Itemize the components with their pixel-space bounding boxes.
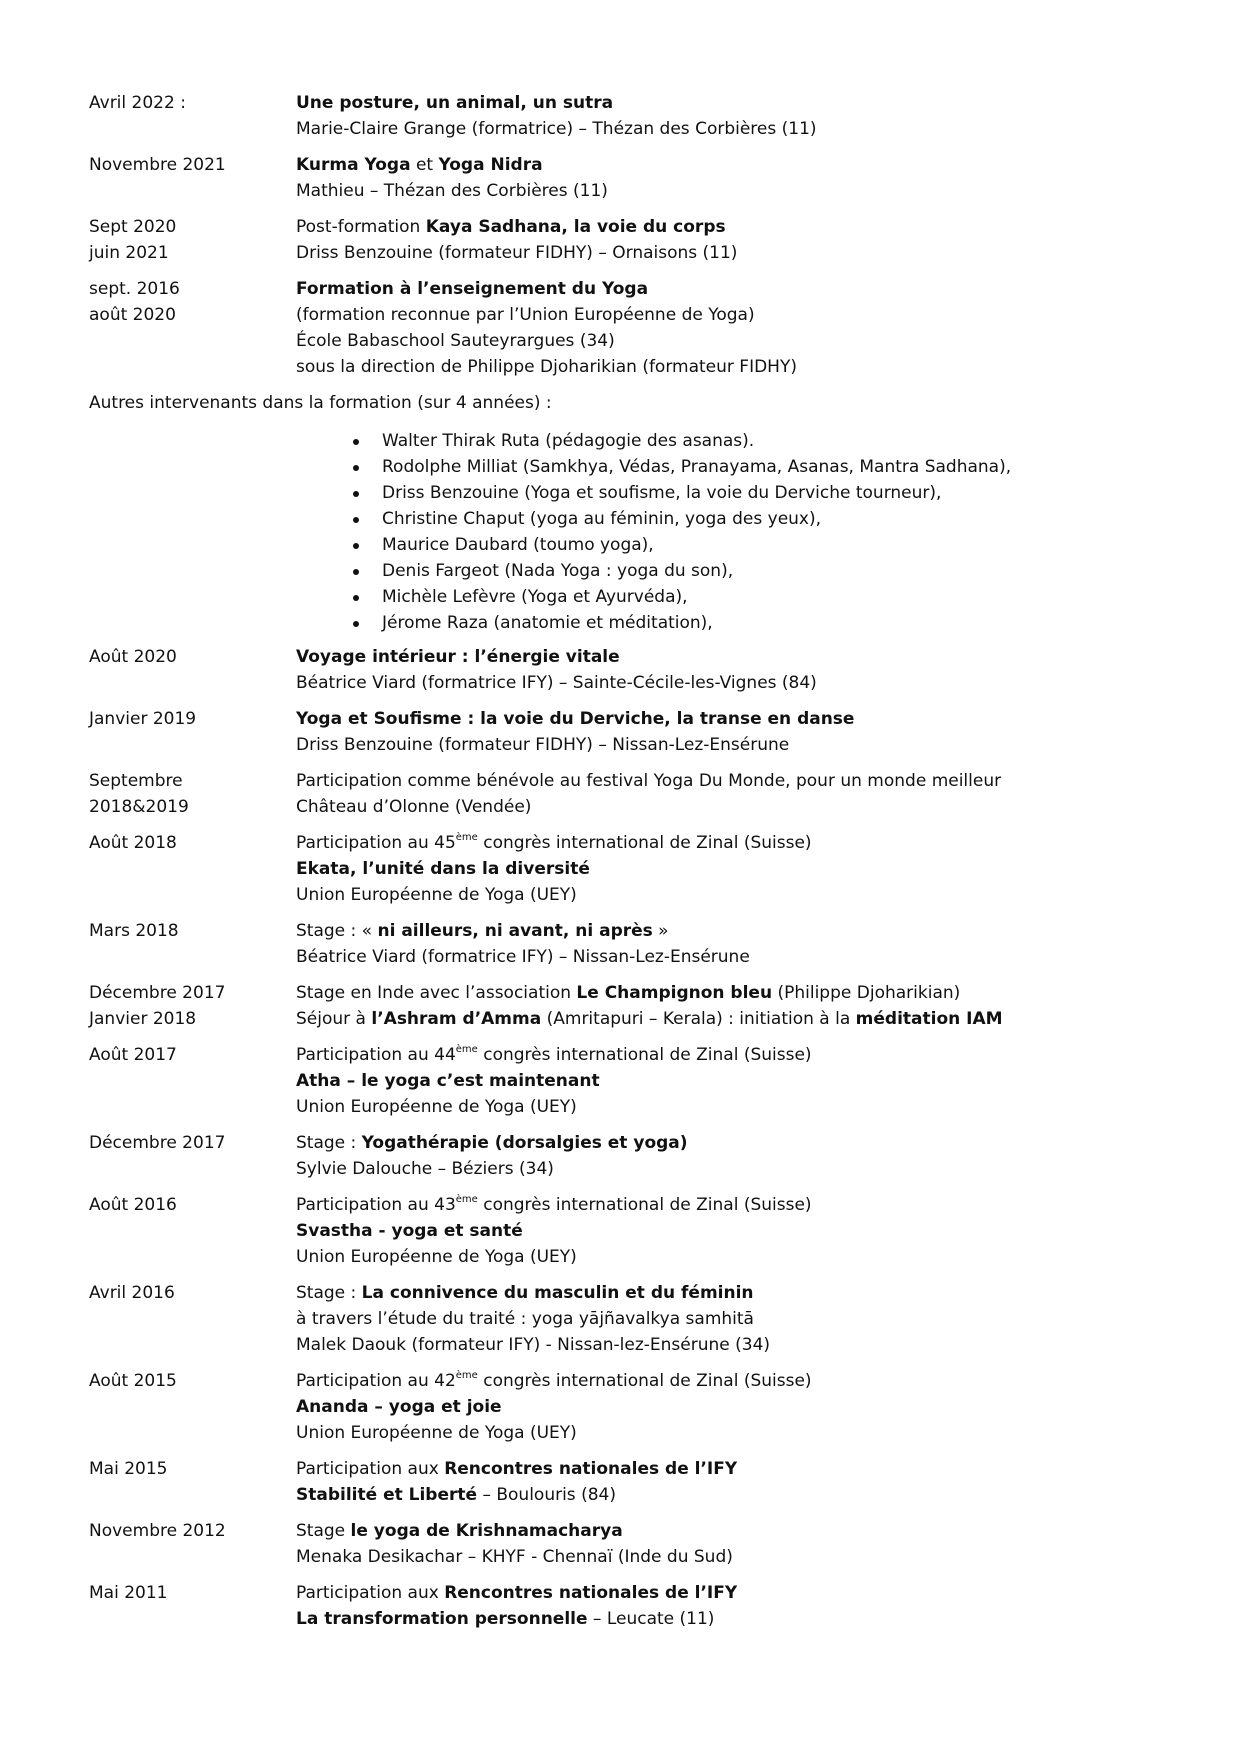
text-segment: Participation au 43 xyxy=(296,1195,456,1215)
description-line xyxy=(296,1280,1179,1306)
entry-description xyxy=(296,276,1179,380)
text-segment: Driss Benzouine (formateur FIDHY) – Nissan-Lez-Ensérune xyxy=(296,735,790,755)
entry-description xyxy=(296,980,1179,1032)
text-segment: Marie-Claire Grange (formatrice) – Thézan des Corbières (11) xyxy=(296,119,817,139)
bold-text: Svastha - yoga et santé xyxy=(296,1221,523,1241)
intervenant-item: Driss Benzouine (Yoga et soufisme, la voie du Derviche tourneur), xyxy=(347,480,1179,506)
description-line xyxy=(296,882,1179,908)
description-line xyxy=(296,1244,1179,1270)
superscript-text: ème xyxy=(455,1044,478,1055)
timeline-entry xyxy=(89,830,1179,908)
entry-date xyxy=(89,1280,296,1358)
entry-description xyxy=(296,1456,1179,1508)
text-segment: Mathieu – Thézan des Corbières (11) xyxy=(296,181,608,201)
entry-description xyxy=(296,918,1179,970)
text-segment: à travers l’étude du traité : yoga yājñavalkya samhitā xyxy=(296,1309,754,1329)
text-segment: Stage : xyxy=(296,1133,362,1153)
date-line: août 2020 xyxy=(89,305,176,325)
description-line xyxy=(296,354,1179,380)
bold-text: Atha – le yoga c’est maintenant xyxy=(296,1071,600,1091)
entry-date xyxy=(89,918,296,970)
entry-date xyxy=(89,1042,296,1120)
description-line xyxy=(296,1606,1179,1632)
description-line xyxy=(296,1456,1179,1482)
description-line xyxy=(296,670,1179,696)
text-segment: – Boulouris (84) xyxy=(477,1485,616,1505)
bold-text: La connivence du masculin et du féminin xyxy=(361,1283,754,1303)
description-line xyxy=(296,1042,1179,1068)
bold-text: Ekata, l’unité dans la diversité xyxy=(296,859,590,879)
timeline-section-bottom xyxy=(89,644,1179,1632)
bold-text: La transformation personnelle xyxy=(296,1609,588,1629)
text-segment: congrès international de Zinal (Suisse) xyxy=(477,1371,812,1391)
timeline-entry xyxy=(89,1280,1179,1358)
superscript-text: ème xyxy=(455,1370,478,1381)
intervenant-item: Rodolphe Milliat (Samkhya, Védas, Pranayama, Asanas, Mantra Sadhana), xyxy=(347,454,1179,480)
entry-date xyxy=(89,1192,296,1270)
date-line: Août 2015 xyxy=(89,1371,177,1391)
text-segment: Union Européenne de Yoga (UEY) xyxy=(296,1097,577,1117)
superscript-text: ème xyxy=(455,1194,478,1205)
description-line xyxy=(296,768,1179,794)
bold-text: Kaya Sadhana, la voie du corps xyxy=(425,217,726,237)
description-line xyxy=(296,1130,1179,1156)
description-line xyxy=(296,980,1179,1006)
description-line xyxy=(296,706,1179,732)
text-segment: Union Européenne de Yoga (UEY) xyxy=(296,1423,577,1443)
date-line: Mai 2015 xyxy=(89,1459,168,1479)
entry-description xyxy=(296,830,1179,908)
description-line xyxy=(296,918,1179,944)
bold-text: Une posture, un animal, un sutra xyxy=(296,93,614,113)
text-segment: Union Européenne de Yoga (UEY) xyxy=(296,1247,577,1267)
date-line: 2018&2019 xyxy=(89,797,189,817)
timeline-entry xyxy=(89,1042,1179,1120)
entry-date xyxy=(89,644,296,696)
description-line xyxy=(296,328,1179,354)
text-segment: congrès international de Zinal (Suisse) xyxy=(477,1195,812,1215)
date-line: Mars 2018 xyxy=(89,921,179,941)
description-line xyxy=(296,830,1179,856)
description-line xyxy=(296,732,1179,758)
text-segment: – Leucate (11) xyxy=(587,1609,715,1629)
entry-description xyxy=(296,1130,1179,1182)
text-segment: (Amritapuri – Kerala) : initiation à la xyxy=(541,1009,856,1029)
intervenant-item: Walter Thirak Ruta (pédagogie des asanas). xyxy=(347,428,1179,454)
timeline-entry xyxy=(89,1130,1179,1182)
description-line xyxy=(296,794,1179,820)
bold-text: méditation IAM xyxy=(855,1009,1003,1029)
text-segment: Participation aux xyxy=(296,1459,445,1479)
entry-description xyxy=(296,1042,1179,1120)
intervenants-list xyxy=(89,428,1179,636)
entry-description xyxy=(296,1518,1179,1570)
timeline-entry xyxy=(89,1192,1179,1270)
text-segment: Stage : xyxy=(296,1283,362,1303)
text-segment: Stage xyxy=(296,1521,351,1541)
timeline-entry xyxy=(89,90,1179,142)
bold-text: Yoga Nidra xyxy=(438,155,543,175)
description-line xyxy=(296,1482,1179,1508)
bold-text: Ananda – yoga et joie xyxy=(296,1397,502,1417)
date-line: Mai 2011 xyxy=(89,1583,168,1603)
entry-date xyxy=(89,276,296,380)
intervenants-intro: Autres intervenants dans la formation (sur 4 années) : xyxy=(89,393,552,413)
description-line xyxy=(296,178,1179,204)
date-line: sept. 2016 xyxy=(89,279,180,299)
description-line xyxy=(296,1156,1179,1182)
entry-description xyxy=(296,768,1179,820)
entry-date xyxy=(89,152,296,204)
date-line: Avril 2022 : xyxy=(89,93,186,113)
description-line xyxy=(296,1192,1179,1218)
description-line xyxy=(296,1580,1179,1606)
date-line: Avril 2016 xyxy=(89,1283,175,1303)
entry-description xyxy=(296,1280,1179,1358)
entry-date xyxy=(89,980,296,1032)
bold-text: Yoga et Soufisme : la voie du Derviche, la transe en danse xyxy=(296,709,855,729)
bold-text: Rencontres nationales de l’IFY xyxy=(444,1583,738,1603)
bold-text: Stabilité et Liberté xyxy=(296,1485,478,1505)
entry-description xyxy=(296,1580,1179,1632)
text-segment: Béatrice Viard (formatrice IFY) – Sainte-Cécile-les-Vignes (84) xyxy=(296,673,817,693)
intervenant-item: Michèle Lefèvre (Yoga et Ayurvéda), xyxy=(347,584,1179,610)
entry-date xyxy=(89,1130,296,1182)
entry-description xyxy=(296,644,1179,696)
date-line: Sept 2020 xyxy=(89,217,177,237)
timeline-entry xyxy=(89,644,1179,696)
entry-date xyxy=(89,1518,296,1570)
description-line xyxy=(296,944,1179,970)
date-line: Novembre 2012 xyxy=(89,1521,226,1541)
bold-text: le yoga de Krishnamacharya xyxy=(350,1521,623,1541)
text-segment: Séjour à xyxy=(296,1009,372,1029)
entry-date xyxy=(89,768,296,820)
text-segment: Stage : « xyxy=(296,921,378,941)
entry-description xyxy=(296,152,1179,204)
text-segment: » xyxy=(652,921,669,941)
document-page xyxy=(89,90,1179,1642)
description-line xyxy=(296,1332,1179,1358)
bold-text: l’Ashram d’Amma xyxy=(371,1009,542,1029)
text-segment: Malek Daouk (formateur IFY) - Nissan-lez-Ensérune (34) xyxy=(296,1335,771,1355)
timeline-entry xyxy=(89,214,1179,266)
description-line xyxy=(296,1420,1179,1446)
description-line xyxy=(296,1218,1179,1244)
bold-text: Kurma Yoga xyxy=(296,155,411,175)
description-line xyxy=(296,856,1179,882)
intervenant-item: Maurice Daubard (toumo yoga), xyxy=(347,532,1179,558)
date-line: Septembre xyxy=(89,771,183,791)
bold-text: Yogathérapie (dorsalgies et yoga) xyxy=(361,1133,688,1153)
text-segment: Participation comme bénévole au festival Yoga Du Monde, pour un monde meilleur xyxy=(296,771,1002,791)
entry-date xyxy=(89,90,296,142)
date-line: Août 2017 xyxy=(89,1045,177,1065)
entry-date xyxy=(89,706,296,758)
entry-date xyxy=(89,1580,296,1632)
bold-text: Voyage intérieur : l’énergie vitale xyxy=(296,647,620,667)
timeline-entry xyxy=(89,918,1179,970)
text-segment: congrès international de Zinal (Suisse) xyxy=(477,1045,812,1065)
intervenant-item: Christine Chaput (yoga au féminin, yoga des yeux), xyxy=(347,506,1179,532)
text-segment: Sylvie Dalouche – Béziers (34) xyxy=(296,1159,554,1179)
entry-description xyxy=(296,1192,1179,1270)
description-line xyxy=(296,240,1179,266)
text-segment: et xyxy=(410,155,439,175)
text-segment: Château d’Olonne (Vendée) xyxy=(296,797,532,817)
entry-date xyxy=(89,214,296,266)
text-segment: Participation aux xyxy=(296,1583,445,1603)
description-line xyxy=(296,90,1179,116)
timeline-entry xyxy=(89,768,1179,820)
entry-date xyxy=(89,830,296,908)
description-line xyxy=(296,116,1179,142)
description-line xyxy=(296,644,1179,670)
description-line xyxy=(296,1306,1179,1332)
entry-date xyxy=(89,1456,296,1508)
text-segment: Béatrice Viard (formatrice IFY) – Nissan-Lez-Ensérune xyxy=(296,947,750,967)
date-line: juin 2021 xyxy=(89,243,169,263)
bold-text: Le Champignon bleu xyxy=(576,983,773,1003)
entry-description xyxy=(296,214,1179,266)
timeline-section-top xyxy=(89,90,1179,380)
text-segment: Union Européenne de Yoga (UEY) xyxy=(296,885,577,905)
timeline-entry xyxy=(89,1518,1179,1570)
text-segment: Participation au 44 xyxy=(296,1045,456,1065)
date-line: Janvier 2019 xyxy=(89,709,197,729)
timeline-entry xyxy=(89,706,1179,758)
description-line xyxy=(296,1068,1179,1094)
date-line: Janvier 2018 xyxy=(89,1009,197,1029)
description-line xyxy=(296,1394,1179,1420)
bold-text: Formation à l’enseignement du Yoga xyxy=(296,279,649,299)
text-segment: Participation au 42 xyxy=(296,1371,456,1391)
description-line xyxy=(296,1544,1179,1570)
timeline-entry xyxy=(89,1456,1179,1508)
timeline-entry xyxy=(89,276,1179,380)
description-line xyxy=(296,1006,1179,1032)
text-segment: congrès international de Zinal (Suisse) xyxy=(477,833,812,853)
intervenant-item: Denis Fargeot (Nada Yoga : yoga du son), xyxy=(347,558,1179,584)
date-line: Décembre 2017 xyxy=(89,983,226,1003)
entry-date xyxy=(89,1368,296,1446)
text-segment: Participation au 45 xyxy=(296,833,456,853)
entry-description xyxy=(296,1368,1179,1446)
bold-text: ni ailleurs, ni avant, ni après xyxy=(377,921,653,941)
date-line: Août 2020 xyxy=(89,647,177,667)
description-line xyxy=(296,276,1179,302)
text-segment: (formation reconnue par l’Union Européenne de Yoga) xyxy=(296,305,755,325)
description-line xyxy=(296,302,1179,328)
text-segment: sous la direction de Philippe Djoharikian (formateur FIDHY) xyxy=(296,357,797,377)
text-segment: Post-formation xyxy=(296,217,426,237)
timeline-entry xyxy=(89,152,1179,204)
description-line xyxy=(296,152,1179,178)
description-line xyxy=(296,1368,1179,1394)
date-line: Août 2018 xyxy=(89,833,177,853)
description-line xyxy=(296,1518,1179,1544)
date-line: Décembre 2017 xyxy=(89,1133,226,1153)
text-segment: École Babaschool Sauteyrargues (34) xyxy=(296,331,615,351)
description-line xyxy=(296,1094,1179,1120)
entry-description xyxy=(296,706,1179,758)
text-segment: Menaka Desikachar – KHYF - Chennaï (Inde du Sud) xyxy=(296,1547,733,1567)
timeline-entry xyxy=(89,1580,1179,1632)
text-segment: Stage en Inde avec l’association xyxy=(296,983,577,1003)
timeline-entry xyxy=(89,1368,1179,1446)
superscript-text: ème xyxy=(455,832,478,843)
description-line xyxy=(296,214,1179,240)
entry-description xyxy=(296,90,1179,142)
timeline-entry xyxy=(89,980,1179,1032)
date-line: Août 2016 xyxy=(89,1195,177,1215)
bold-text: Rencontres nationales de l’IFY xyxy=(444,1459,738,1479)
date-line: Novembre 2021 xyxy=(89,155,226,175)
text-segment: Driss Benzouine (formateur FIDHY) – Ornaisons (11) xyxy=(296,243,738,263)
intervenant-item: Jérome Raza (anatomie et méditation), xyxy=(347,610,1179,636)
text-segment: (Philippe Djoharikian) xyxy=(772,983,961,1003)
